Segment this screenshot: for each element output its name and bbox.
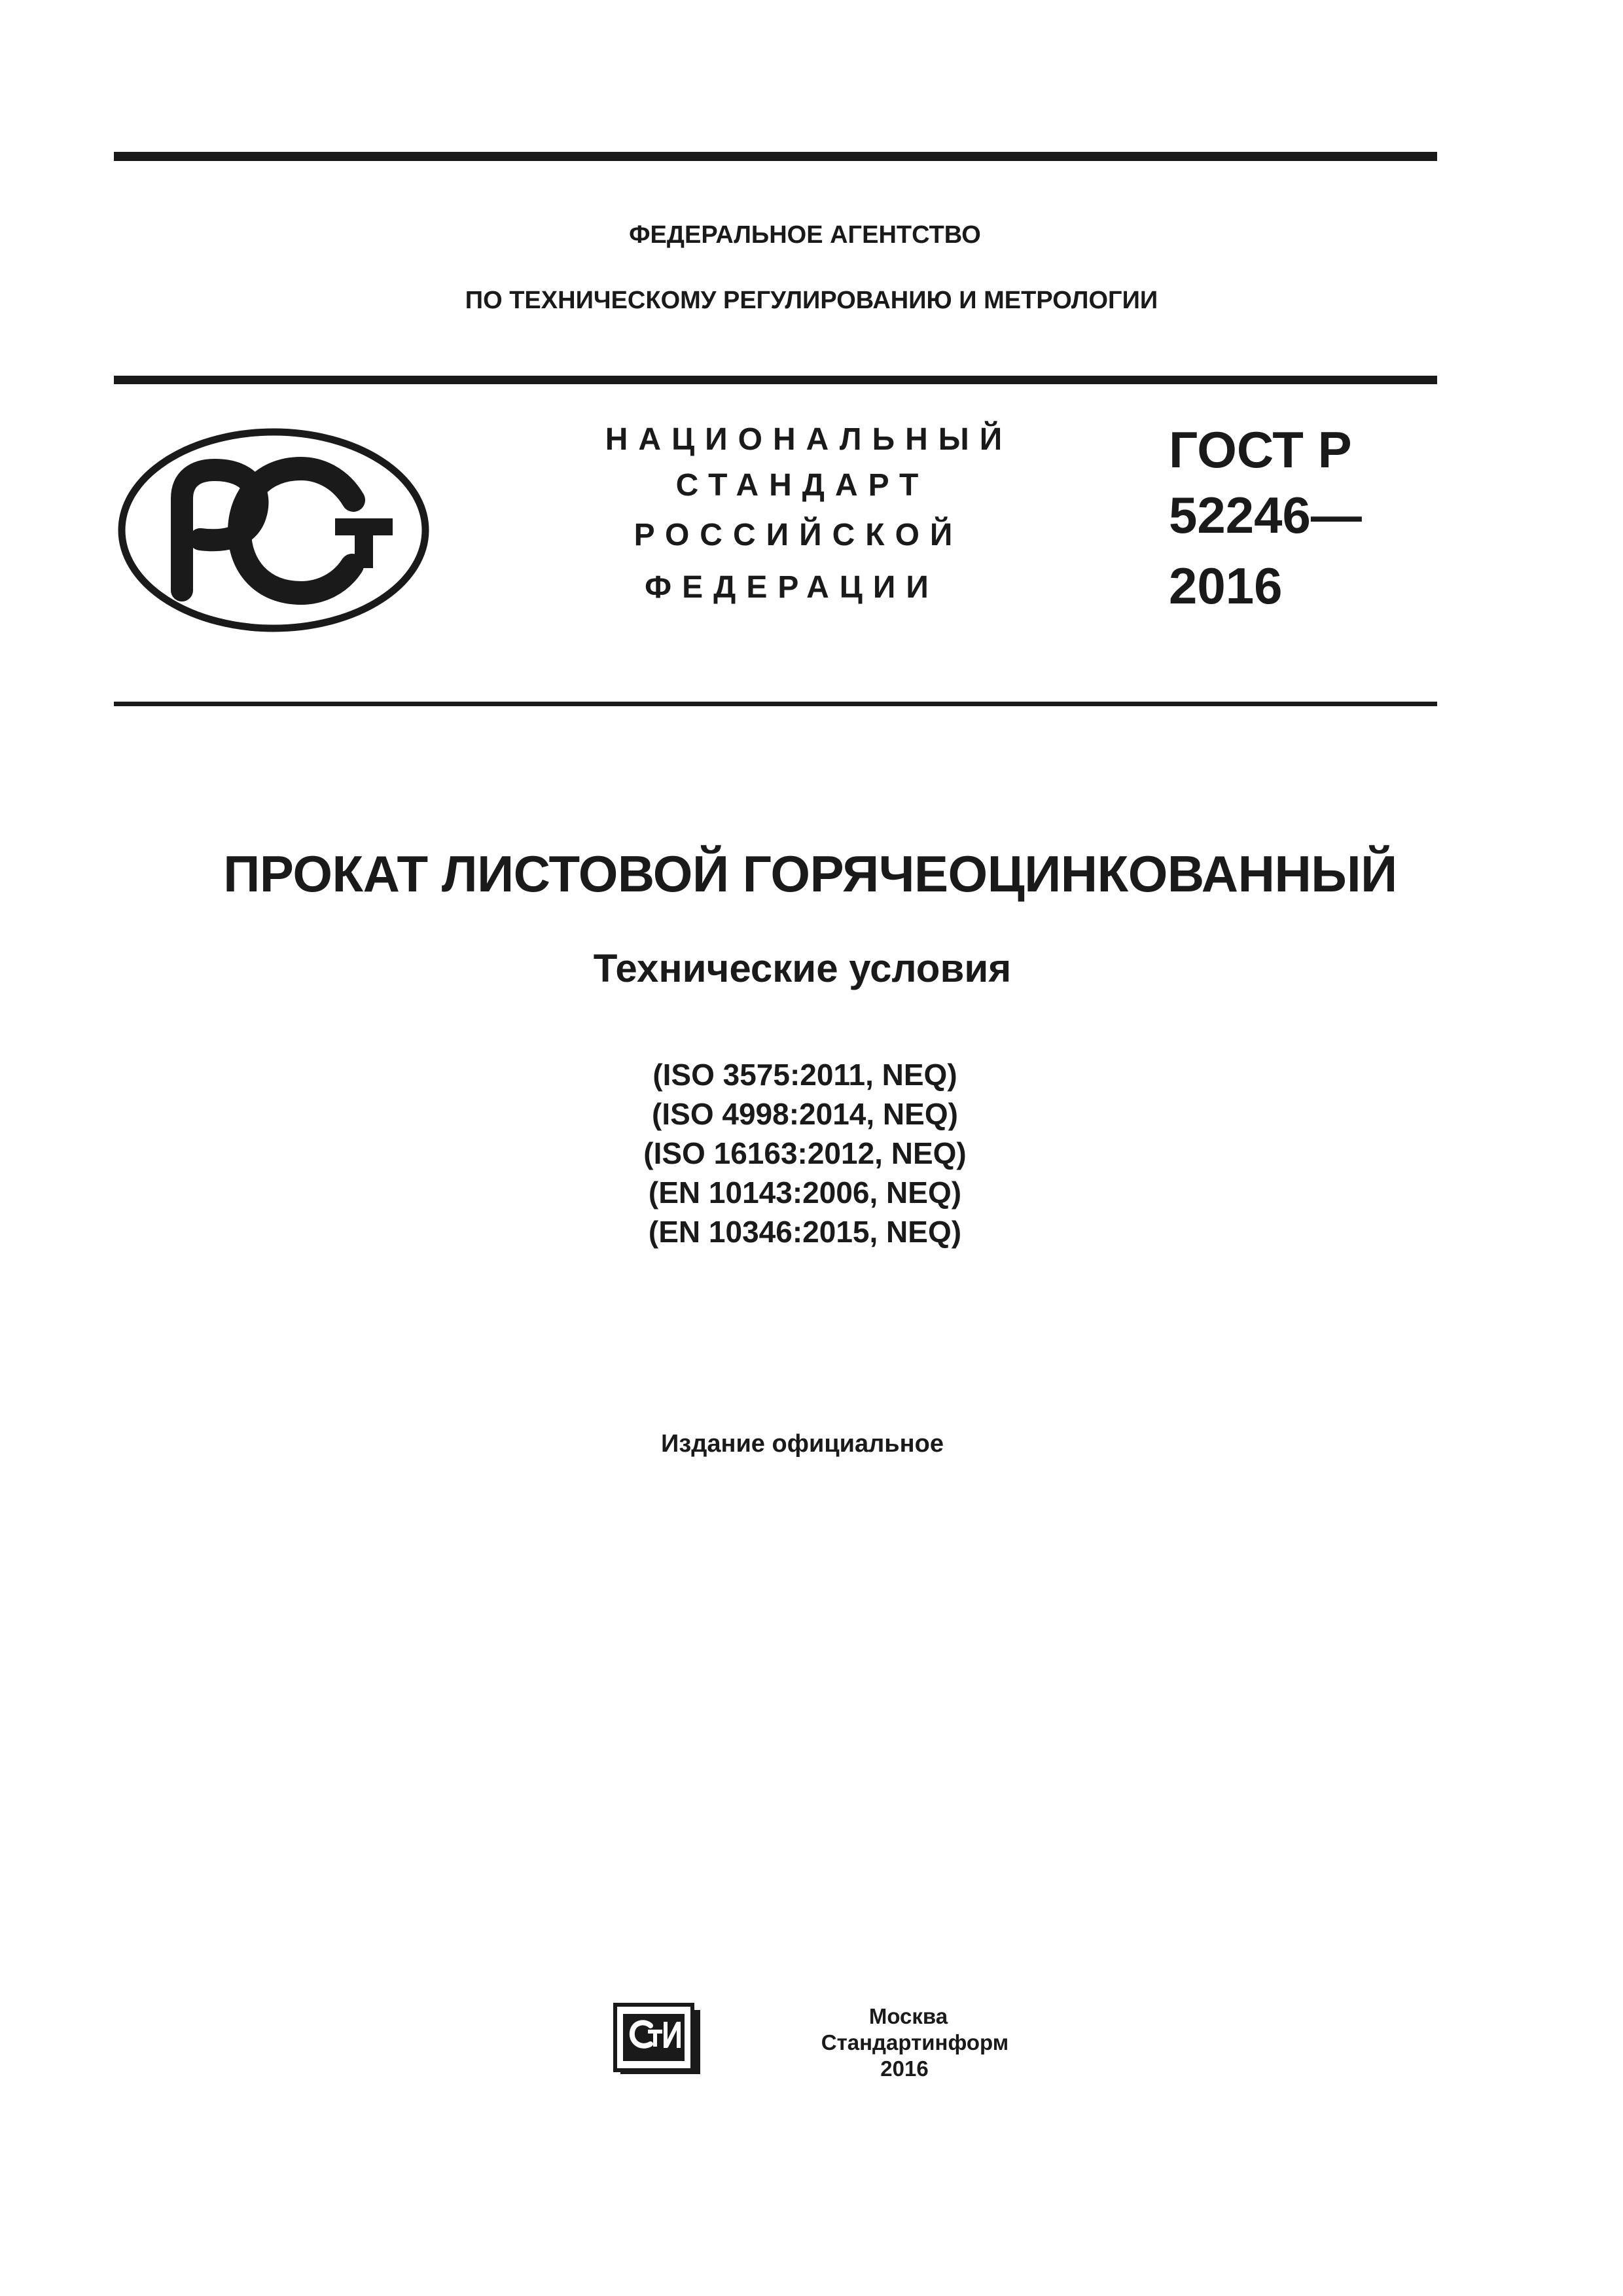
gost-designation-line-1: ГОСТ Р xyxy=(1169,421,1352,478)
publisher-year: 2016 xyxy=(880,2056,929,2081)
agency-name-line2: ПО ТЕХНИЧЕСКОМУ РЕГУЛИРОВАНИЮ И МЕТРОЛОГИИ xyxy=(465,287,1158,314)
top-rule xyxy=(114,152,1437,161)
reference-line-1: (ISO 3575:2011, NEQ) xyxy=(652,1058,957,1092)
reference-line-2: (ISO 4998:2014, NEQ) xyxy=(652,1097,958,1131)
publisher-city: Москва xyxy=(868,2004,948,2028)
national-standard-line-2: СТАНДАРТ xyxy=(675,468,929,503)
reference-line-3: (ISO 16163:2012, NEQ) xyxy=(643,1136,967,1170)
header-rule xyxy=(114,376,1437,384)
edition-label: Издание официальное xyxy=(661,1430,944,1458)
document-title: ПРОКАТ ЛИСТОВОЙ ГОРЯЧЕОЦИНКОВАННЫЙ xyxy=(223,845,1397,903)
standartinform-logo-icon xyxy=(613,2000,708,2075)
standard-block-rule xyxy=(114,702,1437,706)
gost-designation-line-2: 52246— xyxy=(1169,486,1362,544)
reference-line-5: (EN 10346:2015, NEQ) xyxy=(648,1215,962,1249)
reference-line-4: (EN 10143:2006, NEQ) xyxy=(648,1175,962,1210)
national-standard-line-4: ФЕДЕРАЦИИ xyxy=(645,570,939,605)
gost-designation-line-3: 2016 xyxy=(1169,557,1283,615)
agency-name-line1: ФЕДЕРАЛЬНОЕ АГЕНТСТВО xyxy=(629,221,981,249)
document-subtitle: Технические условия xyxy=(593,946,1012,990)
national-standard-line-3: РОССИЙСКОЙ xyxy=(633,518,963,552)
rst-certification-emblem-icon xyxy=(116,427,431,634)
publisher-name: Стандартинформ xyxy=(821,2030,1009,2054)
national-standard-line-1: НАЦИОНАЛЬНЫЙ xyxy=(605,422,1013,457)
